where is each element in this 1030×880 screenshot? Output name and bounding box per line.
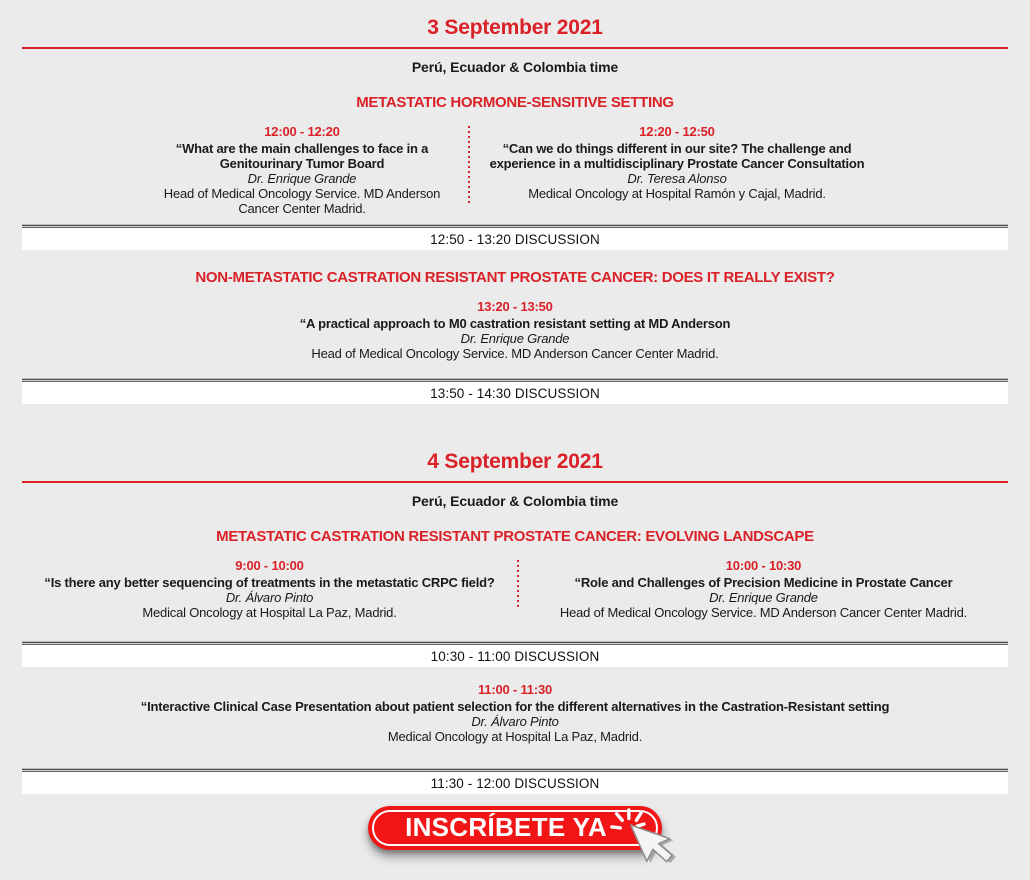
session-affiliation: Head of Medical Oncology Service. MD Anderson Cancer Center Madrid. — [311, 346, 719, 361]
timezone-label: Perú, Ecuador & Colombia time — [411, 493, 619, 509]
session — [40, 299, 990, 361]
session — [40, 682, 990, 744]
section-heading: METASTATIC CASTRATION RESISTANT PROSTATE CANCER: EVOLVING LANDSCAPE — [216, 528, 814, 545]
session-affiliation: Medical Oncology at Hospital La Paz, Madrid. — [387, 729, 643, 744]
session-title: “What are the main challenges to face in a Genitourinary Tumor Board — [175, 141, 429, 171]
session — [472, 124, 882, 201]
day2-title: 4 September 2021 — [427, 450, 603, 473]
session-time: 13:20 - 13:50 — [477, 299, 553, 314]
session-title: “Can we do things different in our site? The challenge and experience in a multidisciplinary Prostate Cancer Consultation — [489, 141, 865, 171]
discussion-bar — [22, 768, 1008, 794]
day-section-1 — [0, 0, 1030, 404]
session-row — [22, 558, 1008, 620]
session-speaker: Dr. Álvaro Pinto — [225, 590, 314, 605]
session-title: “Interactive Clinical Case Presentation about patient selection for the different alternatives in the Castration-Resistant setting — [140, 699, 890, 714]
red-divider-line — [22, 47, 1008, 49]
session-time: 12:00 - 12:20 — [264, 124, 340, 139]
session-time: 10:00 - 10:30 — [725, 558, 802, 573]
session-speaker: Dr. Enrique Grande — [460, 331, 570, 346]
session — [534, 558, 994, 620]
session-column-left — [22, 558, 517, 620]
session-title: “Is there any better sequencing of treatments in the metastatic CRPC field? — [44, 575, 495, 590]
day-section-2 — [0, 404, 1030, 794]
session-affiliation: Head of Medical Oncology Service. MD Anderson Cancer Center Madrid. — [559, 605, 968, 620]
session-affiliation: Medical Oncology at Hospital Ramón y Cajal, Madrid. — [528, 186, 826, 201]
session-time: 11:00 - 11:30 — [477, 682, 553, 697]
discussion-bar — [22, 224, 1008, 250]
discussion-label: 11:30 - 12:00 DISCUSSION — [22, 772, 1008, 794]
session-speaker: Dr. Teresa Alonso — [627, 171, 727, 186]
inscribete-button[interactable] — [368, 806, 662, 850]
session-time: 12:20 - 12:50 — [639, 124, 715, 139]
section-heading: METASTATIC HORMONE-SENSITIVE SETTING — [356, 94, 674, 111]
session-affiliation: Head of Medical Oncology Service. MD Anderson Cancer Center Madrid. — [163, 186, 441, 216]
pointer-arrow — [631, 812, 682, 872]
click-rays — [612, 810, 644, 828]
inscribete-button-label: INSCRÍBETE YA — [405, 812, 607, 842]
cta-container — [0, 806, 1030, 850]
session-column-left — [22, 124, 468, 216]
session-title: “Role and Challenges of Precision Medicine in Prostate Cancer — [574, 575, 953, 590]
timezone-label: Perú, Ecuador & Colombia time — [411, 59, 619, 75]
session-time: 9:00 - 10:00 — [235, 558, 304, 573]
discussion-bar — [22, 378, 1008, 404]
session — [35, 558, 505, 620]
discussion-label: 10:30 - 11:00 DISCUSSION — [22, 645, 1008, 667]
discussion-bar — [22, 641, 1008, 667]
section-heading: NON-METASTATIC CASTRATION RESISTANT PROSTATE CANCER: DOES IT REALLY EXIST? — [195, 269, 835, 286]
red-divider-line — [22, 481, 1008, 483]
session-speaker: Dr. Enrique Grande — [247, 171, 357, 186]
session — [152, 124, 452, 216]
discussion-label: 13:50 - 14:30 DISCUSSION — [22, 382, 1008, 404]
discussion-label: 12:50 - 13:20 DISCUSSION — [22, 228, 1008, 250]
session-row — [22, 124, 1008, 216]
session-column-right — [470, 124, 1008, 201]
session-title: “A practical approach to M0 castration resistant setting at MD Anderson — [299, 316, 731, 331]
session-column-right — [519, 558, 1008, 620]
day1-title: 3 September 2021 — [427, 16, 603, 39]
session-speaker: Dr. Álvaro Pinto — [471, 714, 559, 729]
session-speaker: Dr. Enrique Grande — [709, 590, 818, 605]
session-affiliation: Medical Oncology at Hospital La Paz, Madrid. — [142, 605, 397, 620]
click-cursor-icon — [610, 808, 676, 878]
